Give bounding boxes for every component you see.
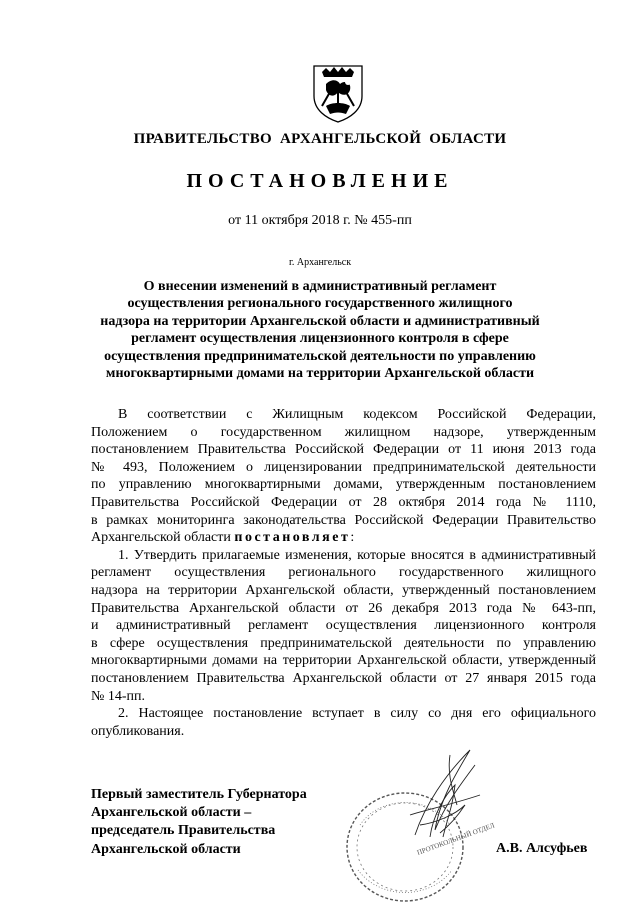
document-type: ПОСТАНОВЛЕНИЕ: [186, 170, 454, 192]
coat-of-arms-icon: [308, 62, 368, 124]
body-line: В соответствии с Жилищным кодексом Российской Федерации,: [118, 407, 596, 422]
body-line: опубликования.: [91, 723, 185, 739]
body-line: Правительства Российской Федерации от 28 октября 2014 года № 1110,: [91, 494, 596, 510]
body-text: :: [350, 530, 355, 546]
document-body: [91, 406, 596, 740]
document-date-number: от 11 октября 2018 г. № 455-пп: [228, 213, 412, 228]
body-line: постановлением Правительства Архангельской области от 27 января 2015 года: [91, 670, 596, 686]
document-heading: [60, 278, 580, 382]
signatory-position-line: Архангельской области –: [91, 805, 252, 821]
heading-line: многоквартирными домами на территории Архангельской области: [105, 366, 535, 382]
heading-line: О внесении изменений в административный регламент: [143, 279, 497, 294]
body-line: № 493, Положением о лицензировании предпринимательской деятельности: [91, 459, 596, 475]
government-title: ПРАВИТЕЛЬСТВО АРХАНГЕЛЬСКОЙ ОБЛАСТИ: [133, 131, 507, 147]
signatory-position: [91, 786, 307, 859]
body-line: Положением о государственном жилищном надзоре, утвержденным: [91, 424, 596, 440]
document-city: г. Архангельск: [288, 257, 352, 268]
body-line: 2. Настоящее постановление вступает в силу со дня его официального: [118, 706, 596, 722]
body-line: № 14-пп.: [91, 688, 146, 704]
stamp-text: ПРОТОКОЛЬНЫЙ ОТДЕЛ: [415, 821, 496, 857]
body-line: по управлению многоквартирными домами, утвержденным постановлением: [91, 477, 596, 493]
body-line: в рамках мониторинга законодательства Российской Федерации Правительство: [91, 512, 596, 528]
body-line: постановлением Правительства Российской Федерации от 11 июня 2013 года: [91, 442, 596, 458]
heading-line: осуществления предпринимательской деятельности по управлению: [104, 348, 536, 364]
heading-line: надзора на территории Архангельской области и административный: [100, 313, 540, 329]
body-line: в сфере осуществления предпринимательской деятельности по управлению: [91, 635, 596, 651]
body-line-resolves: [91, 529, 596, 547]
body-line: 1. Утвердить прилагаемые изменения, которые вносятся в административный: [118, 547, 596, 563]
handwritten-signature-icon: [395, 745, 490, 840]
body-line: надзора на территории Архангельской области, утвержденный постановлением: [91, 582, 596, 598]
body-line: регламент осуществления регионального государственного жилищного: [91, 565, 596, 581]
heading-line: осуществления регионального государственного жилищного: [127, 296, 513, 312]
signatory-name: А.В. Алсуфьев: [496, 841, 588, 856]
signatory-position-line: председатель Правительства: [91, 823, 276, 839]
resolves-keyword: постановляет: [234, 530, 351, 546]
heading-line: регламент осуществления лицензионного контроля в сфере: [131, 331, 509, 347]
body-line: и административный регламент осуществления лицензионного контроля: [91, 618, 596, 634]
body-line: многоквартирными домами на территории Архангельской области, утвержденный: [91, 653, 596, 669]
signatory-position-line: Первый заместитель Губернатора: [91, 787, 307, 802]
signatory-position-line: Архангельской области: [91, 841, 241, 857]
body-line: Правительства Архангельской области от 26 декабря 2013 года № 643-пп,: [91, 600, 596, 616]
body-text: Архангельской области: [91, 530, 235, 546]
